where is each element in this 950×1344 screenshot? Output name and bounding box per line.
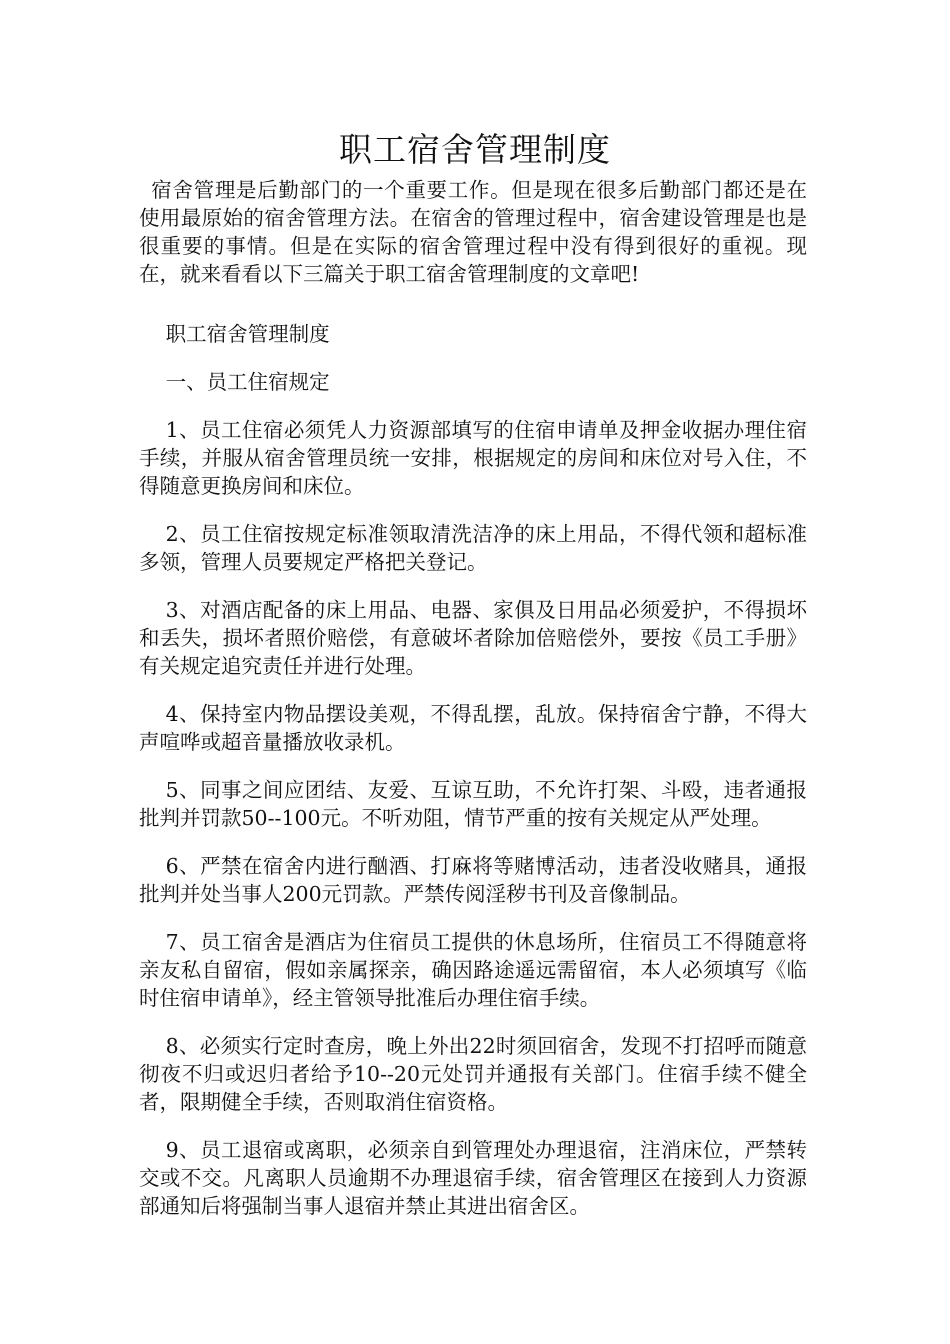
rule-paragraph: 8、必须实行定时查房，晚上外出22时须回宿舍，发现不打招呼而随意彻夜不归或迟归者给予10--20元处罚并通报有关部门。住宿手续不健全者，限期健全手续，否则取消住宿资格。 (139, 1034, 807, 1114)
section-heading: 一、员工住宿规定 (165, 370, 330, 394)
rule-paragraph: 9、员工退宿或离职，必须亲自到管理处办理退宿，注消床位，严禁转交或不交。凡离职人员逾期不办理退宿手续，宿舍管理区在接到人力资源部通知后将强制当事人退宿并禁止其进出宿舍区。 (139, 1138, 807, 1218)
intro-paragraph: 宿舍管理是后勤部门的一个重要工作。但是现在很多后勤部门都还是在使用最原始的宿舍管理方法。在宿舍的管理过程中，宿舍建设管理是也是很重要的事情。但是在实际的宿舍管理过程中没有得到很好的重视。现在，就来看看以下三篇关于职工宿舍管理制度的文章吧! (139, 178, 807, 286)
subtitle: 职工宿舍管理制度 (165, 322, 330, 346)
rule-paragraph: 2、员工住宿按规定标准领取清洗洁净的床上用品，不得代领和超标准多领，管理人员要规定严格把关登记。 (139, 522, 807, 574)
rule-paragraph: 4、保持室内物品摆设美观，不得乱摆，乱放。保持宿舍宁静，不得大声喧哗或超音量播放收录机。 (139, 702, 807, 754)
rule-paragraph: 6、严禁在宿舍内进行酗酒、打麻将等赌博活动，违者没收赌具，通报批判并处当事人200元罚款。严禁传阅淫秽书刊及音像制品。 (139, 854, 807, 906)
rule-paragraph: 3、对酒店配备的床上用品、电器、家俱及日用品必须爱护，不得损坏和丢失，损坏者照价赔偿，有意破坏者除加倍赔偿外，要按《员工手册》有关规定追究责任并进行处理。 (139, 598, 807, 678)
rule-paragraph: 7、员工宿舍是酒店为住宿员工提供的休息场所，住宿员工不得随意将亲友私自留宿，假如亲属探亲，确因路途遥远需留宿，本人必须填写《临时住宿申请单》，经主管领导批准后办理住宿手续。 (139, 930, 807, 1010)
rule-paragraph: 1、员工住宿必须凭人力资源部填写的住宿申请单及押金收据办理住宿手续，并服从宿舍管理员统一安排，根据规定的房间和床位对号入住，不得随意更换房间和床位。 (139, 418, 807, 498)
rule-paragraph: 5、同事之间应团结、友爱、互谅互助，不允许打架、斗殴，违者通报批判并罚款50--100元。不听劝阻，情节严重的按有关规定从严处理。 (139, 778, 807, 830)
document-title: 职工宿舍管理制度 (339, 130, 611, 169)
document-body (139, 176, 807, 1240)
